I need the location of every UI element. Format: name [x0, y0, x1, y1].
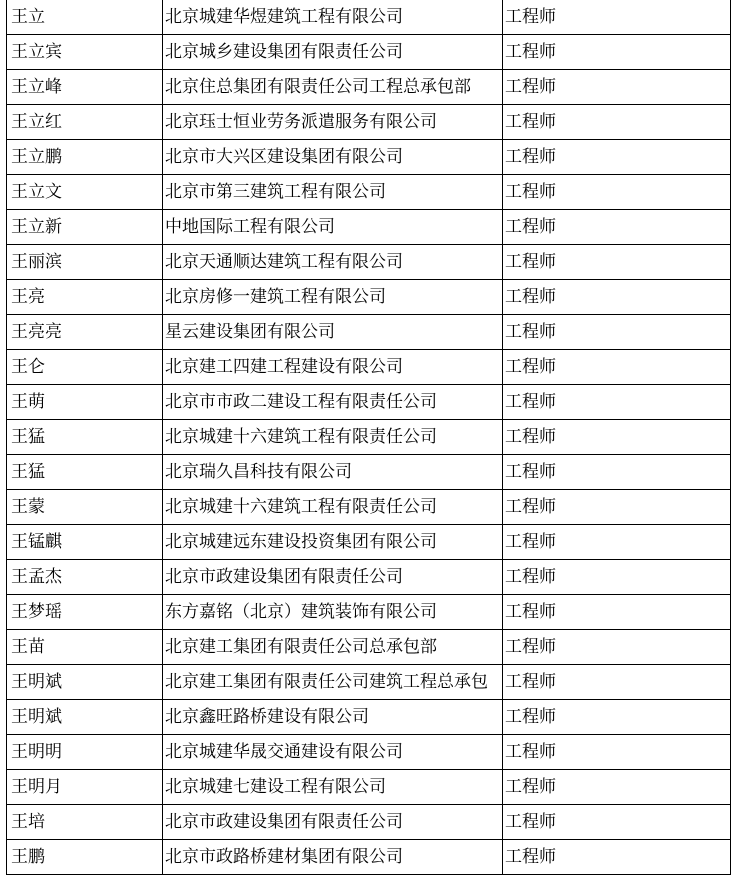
job-title-cell: 工程师 [503, 210, 731, 245]
organization-cell: 北京市政路桥建材集团有限公司 [163, 840, 503, 875]
table-row [7, 140, 731, 175]
organization-cell: 北京房修一建筑工程有限公司 [163, 280, 503, 315]
name-cell: 王萌 [7, 385, 163, 420]
table-row [7, 735, 731, 770]
job-title-cell: 工程师 [503, 455, 731, 490]
name-cell: 王蒙 [7, 490, 163, 525]
table-row [7, 490, 731, 525]
personnel-table-container [6, 0, 730, 875]
name-cell: 王梦瑶 [7, 595, 163, 630]
table-row [7, 665, 731, 700]
name-cell: 王亮 [7, 280, 163, 315]
job-title-cell: 工程师 [503, 420, 731, 455]
organization-cell: 北京市第三建筑工程有限公司 [163, 175, 503, 210]
job-title-cell: 工程师 [503, 595, 731, 630]
job-title-cell: 工程师 [503, 350, 731, 385]
table-row [7, 770, 731, 805]
name-cell: 王立 [7, 0, 163, 35]
job-title-cell: 工程师 [503, 175, 731, 210]
organization-cell: 中地国际工程有限公司 [163, 210, 503, 245]
table-row [7, 630, 731, 665]
job-title-cell: 工程师 [503, 525, 731, 560]
table-row [7, 210, 731, 245]
table-row [7, 455, 731, 490]
job-title-cell: 工程师 [503, 630, 731, 665]
organization-cell: 北京天通顺达建筑工程有限公司 [163, 245, 503, 280]
organization-cell: 北京瑞久昌科技有限公司 [163, 455, 503, 490]
table-row [7, 0, 731, 35]
name-cell: 王明月 [7, 770, 163, 805]
job-title-cell: 工程师 [503, 735, 731, 770]
name-cell: 王孟杰 [7, 560, 163, 595]
table-row [7, 525, 731, 560]
table-row [7, 840, 731, 875]
organization-cell: 北京市大兴区建设集团有限公司 [163, 140, 503, 175]
name-cell: 王亮亮 [7, 315, 163, 350]
organization-cell: 北京城建十六建筑工程有限责任公司 [163, 420, 503, 455]
job-title-cell: 工程师 [503, 315, 731, 350]
table-row [7, 350, 731, 385]
table-row [7, 175, 731, 210]
name-cell: 王立新 [7, 210, 163, 245]
name-cell: 王明明 [7, 735, 163, 770]
table-row [7, 315, 731, 350]
organization-cell: 北京城建十六建筑工程有限责任公司 [163, 490, 503, 525]
table-row [7, 105, 731, 140]
organization-cell: 北京建工集团有限责任公司建筑工程总承包 [163, 665, 503, 700]
job-title-cell: 工程师 [503, 105, 731, 140]
organization-cell: 北京城建七建设工程有限公司 [163, 770, 503, 805]
organization-cell: 北京珏士恒业劳务派遣服务有限公司 [163, 105, 503, 140]
name-cell: 王立峰 [7, 70, 163, 105]
organization-cell: 北京城建华煜建筑工程有限公司 [163, 0, 503, 35]
organization-cell: 北京城乡建设集团有限责任公司 [163, 35, 503, 70]
table-row [7, 70, 731, 105]
organization-cell: 北京建工四建工程建设有限公司 [163, 350, 503, 385]
job-title-cell: 工程师 [503, 140, 731, 175]
job-title-cell: 工程师 [503, 840, 731, 875]
job-title-cell: 工程师 [503, 385, 731, 420]
table-row [7, 280, 731, 315]
organization-cell: 北京建工集团有限责任公司总承包部 [163, 630, 503, 665]
name-cell: 王立文 [7, 175, 163, 210]
job-title-cell: 工程师 [503, 770, 731, 805]
name-cell: 王苗 [7, 630, 163, 665]
organization-cell: 北京市政建设集团有限责任公司 [163, 560, 503, 595]
name-cell: 王鹏 [7, 840, 163, 875]
name-cell: 王立鹏 [7, 140, 163, 175]
organization-cell: 北京住总集团有限责任公司工程总承包部 [163, 70, 503, 105]
organization-cell: 北京鑫旺路桥建设有限公司 [163, 700, 503, 735]
name-cell: 王明斌 [7, 665, 163, 700]
job-title-cell: 工程师 [503, 490, 731, 525]
job-title-cell: 工程师 [503, 245, 731, 280]
table-row [7, 385, 731, 420]
job-title-cell: 工程师 [503, 805, 731, 840]
organization-cell: 北京市市政二建设工程有限责任公司 [163, 385, 503, 420]
table-row [7, 420, 731, 455]
table-row [7, 35, 731, 70]
personnel-table [6, 0, 731, 875]
organization-cell: 北京市政建设集团有限责任公司 [163, 805, 503, 840]
job-title-cell: 工程师 [503, 0, 731, 35]
job-title-cell: 工程师 [503, 665, 731, 700]
job-title-cell: 工程师 [503, 560, 731, 595]
name-cell: 王仑 [7, 350, 163, 385]
organization-cell: 东方嘉铭（北京）建筑装饰有限公司 [163, 595, 503, 630]
table-row [7, 700, 731, 735]
name-cell: 王培 [7, 805, 163, 840]
name-cell: 王立宾 [7, 35, 163, 70]
name-cell: 王丽滨 [7, 245, 163, 280]
job-title-cell: 工程师 [503, 280, 731, 315]
table-row [7, 245, 731, 280]
name-cell: 王猛 [7, 420, 163, 455]
table-row [7, 805, 731, 840]
job-title-cell: 工程师 [503, 700, 731, 735]
organization-cell: 北京城建华晟交通建设有限公司 [163, 735, 503, 770]
table-body [7, 0, 731, 875]
table-row [7, 560, 731, 595]
job-title-cell: 工程师 [503, 70, 731, 105]
name-cell: 王猛 [7, 455, 163, 490]
table-row [7, 595, 731, 630]
organization-cell: 星云建设集团有限公司 [163, 315, 503, 350]
name-cell: 王立红 [7, 105, 163, 140]
job-title-cell: 工程师 [503, 35, 731, 70]
organization-cell: 北京城建远东建设投资集团有限公司 [163, 525, 503, 560]
name-cell: 王锰麒 [7, 525, 163, 560]
name-cell: 王明斌 [7, 700, 163, 735]
